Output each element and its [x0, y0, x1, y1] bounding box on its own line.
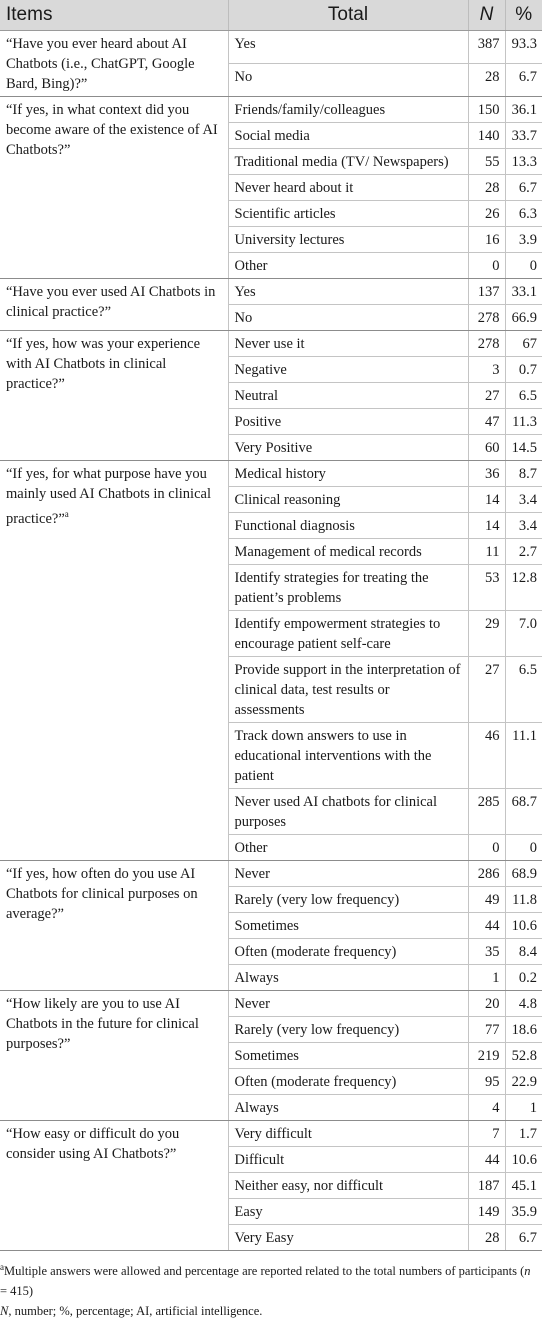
- question-cell: [0, 461, 228, 861]
- option-label: Never heard about it: [228, 175, 468, 201]
- percentage: 3.4: [505, 513, 542, 539]
- table-body: [0, 31, 542, 1251]
- percentage: 14.5: [505, 435, 542, 461]
- count-n: 3: [468, 357, 505, 383]
- count-n: 140: [468, 123, 505, 149]
- abbrev-rest: , number; %, percentage; AI, artificial intelligence.: [8, 1304, 263, 1319]
- count-n: 14: [468, 513, 505, 539]
- option-label: Often (moderate frequency): [228, 939, 468, 965]
- percentage: 1.7: [505, 1121, 542, 1147]
- count-n: 95: [468, 1069, 505, 1095]
- option-label: Scientific articles: [228, 201, 468, 227]
- question-cell: [0, 97, 228, 279]
- count-n: 55: [468, 149, 505, 175]
- option-label: Identify strategies for treating the patient’s problems: [228, 565, 468, 611]
- option-label: No: [228, 305, 468, 331]
- percentage: 0.7: [505, 357, 542, 383]
- percentage: 6.7: [505, 1225, 542, 1251]
- option-label: Yes: [228, 279, 468, 305]
- percentage: 66.9: [505, 305, 542, 331]
- option-label: Track down answers to use in educational interventions with the patient: [228, 723, 468, 789]
- count-n: 44: [468, 913, 505, 939]
- count-n: 219: [468, 1043, 505, 1069]
- count-n: 27: [468, 657, 505, 723]
- percentage: 8.4: [505, 939, 542, 965]
- percentage: 36.1: [505, 97, 542, 123]
- option-label: Very difficult: [228, 1121, 468, 1147]
- question-cell: [0, 331, 228, 461]
- count-n: 11: [468, 539, 505, 565]
- question-text: “If yes, how often do you use AI Chatbots for clinical purposes on average?”: [6, 866, 198, 922]
- count-n: 27: [468, 383, 505, 409]
- percentage: 22.9: [505, 1069, 542, 1095]
- percentage: 11.3: [505, 409, 542, 435]
- option-label: Very Easy: [228, 1225, 468, 1251]
- option-label: Positive: [228, 409, 468, 435]
- percentage: 8.7: [505, 461, 542, 487]
- table-row: [0, 279, 542, 305]
- count-n: 26: [468, 201, 505, 227]
- count-n: 1: [468, 965, 505, 991]
- option-label: Negative: [228, 357, 468, 383]
- header-items: Items: [0, 0, 228, 31]
- count-n: 286: [468, 861, 505, 887]
- table-row: [0, 97, 542, 123]
- count-n: 16: [468, 227, 505, 253]
- percentage: 0: [505, 835, 542, 861]
- percentage: 11.8: [505, 887, 542, 913]
- option-label: Traditional media (TV/ Newspapers): [228, 149, 468, 175]
- percentage: 68.9: [505, 861, 542, 887]
- option-label: Clinical reasoning: [228, 487, 468, 513]
- percentage: 1: [505, 1095, 542, 1121]
- option-label: Management of medical records: [228, 539, 468, 565]
- percentage: 33.7: [505, 123, 542, 149]
- count-n: 187: [468, 1173, 505, 1199]
- option-label: Neutral: [228, 383, 468, 409]
- question-cell: [0, 861, 228, 991]
- header-percent: %: [505, 0, 542, 31]
- percentage: 33.1: [505, 279, 542, 305]
- option-label: Sometimes: [228, 1043, 468, 1069]
- count-n: 20: [468, 991, 505, 1017]
- option-label: Always: [228, 965, 468, 991]
- option-label: Rarely (very low frequency): [228, 1017, 468, 1043]
- option-label: Never: [228, 861, 468, 887]
- option-label: Friends/family/colleagues: [228, 97, 468, 123]
- footnote-a-n: n: [524, 1264, 531, 1279]
- percentage: 35.9: [505, 1199, 542, 1225]
- count-n: 29: [468, 611, 505, 657]
- option-label: Other: [228, 253, 468, 279]
- option-label: Functional diagnosis: [228, 513, 468, 539]
- option-label: Medical history: [228, 461, 468, 487]
- percentage: 4.8: [505, 991, 542, 1017]
- count-n: 36: [468, 461, 505, 487]
- option-label: No: [228, 64, 468, 97]
- option-label: University lectures: [228, 227, 468, 253]
- count-n: 46: [468, 723, 505, 789]
- count-n: 77: [468, 1017, 505, 1043]
- percentage: 10.6: [505, 1147, 542, 1173]
- percentage: 12.8: [505, 565, 542, 611]
- question-text: “How easy or difficult do you consider using AI Chatbots?”: [6, 1126, 180, 1162]
- count-n: 35: [468, 939, 505, 965]
- percentage: 3.9: [505, 227, 542, 253]
- option-label: Rarely (very low frequency): [228, 887, 468, 913]
- option-label: Difficult: [228, 1147, 468, 1173]
- table-row: [0, 31, 542, 64]
- percentage: 6.3: [505, 201, 542, 227]
- question-text: “How likely are you to use AI Chatbots in the future for clinical purposes?”: [6, 996, 199, 1052]
- option-label: Never used AI chatbots for clinical purposes: [228, 789, 468, 835]
- option-label: Often (moderate frequency): [228, 1069, 468, 1095]
- count-n: 28: [468, 1225, 505, 1251]
- table-row: [0, 461, 542, 487]
- table-footnotes: [0, 1257, 542, 1321]
- percentage: 13.3: [505, 149, 542, 175]
- percentage: 7.0: [505, 611, 542, 657]
- question-cell: [0, 991, 228, 1121]
- percentage: 52.8: [505, 1043, 542, 1069]
- option-label: Always: [228, 1095, 468, 1121]
- count-n: 0: [468, 253, 505, 279]
- option-label: Yes: [228, 31, 468, 64]
- question-text: “If yes, how was your experience with AI Chatbots in clinical practice?”: [6, 336, 201, 392]
- percentage: 67: [505, 331, 542, 357]
- count-n: 44: [468, 1147, 505, 1173]
- count-n: 0: [468, 835, 505, 861]
- count-n: 28: [468, 175, 505, 201]
- table-row: [0, 331, 542, 357]
- count-n: 137: [468, 279, 505, 305]
- option-label: Social media: [228, 123, 468, 149]
- count-n: 14: [468, 487, 505, 513]
- percentage: 0.2: [505, 965, 542, 991]
- footnote-abbreviations: [0, 1301, 540, 1321]
- count-n: 278: [468, 331, 505, 357]
- option-label: Identify empowerment strategies to encourage patient self-care: [228, 611, 468, 657]
- percentage: 6.7: [505, 175, 542, 201]
- percentage: 11.1: [505, 723, 542, 789]
- question-text: “If yes, in what context did you become aware of the existence of AI Chatbots?”: [6, 102, 218, 158]
- option-label: Neither easy, nor difficult: [228, 1173, 468, 1199]
- table-header: [0, 0, 542, 31]
- count-n: 4: [468, 1095, 505, 1121]
- percentage: 3.4: [505, 487, 542, 513]
- table-row: [0, 991, 542, 1017]
- option-label: Easy: [228, 1199, 468, 1225]
- question-text: “If yes, for what purpose have you mainly used AI Chatbots in clinical practice?”: [6, 466, 211, 527]
- count-n: 285: [468, 789, 505, 835]
- count-n: 47: [468, 409, 505, 435]
- question-cell: [0, 31, 228, 97]
- option-label: Never use it: [228, 331, 468, 357]
- footnote-a-tail: = 415): [0, 1284, 34, 1299]
- percentage: 45.1: [505, 1173, 542, 1199]
- option-label: Other: [228, 835, 468, 861]
- count-n: 60: [468, 435, 505, 461]
- count-n: 28: [468, 64, 505, 97]
- footnote-marker: a: [0, 1262, 4, 1272]
- option-label: Sometimes: [228, 913, 468, 939]
- question-text: “Have you ever used AI Chatbots in clinical practice?”: [6, 284, 216, 320]
- percentage: 18.6: [505, 1017, 542, 1043]
- option-label: Never: [228, 991, 468, 1017]
- percentage: 68.7: [505, 789, 542, 835]
- header-total: Total: [228, 0, 468, 31]
- percentage: 6.5: [505, 383, 542, 409]
- header-n: N: [468, 0, 505, 31]
- table-row: [0, 1121, 542, 1147]
- question-cell: [0, 1121, 228, 1251]
- abbrev-n: N: [0, 1304, 9, 1319]
- percentage: 93.3: [505, 31, 542, 64]
- question-cell: [0, 279, 228, 331]
- count-n: 387: [468, 31, 505, 64]
- percentage: 2.7: [505, 539, 542, 565]
- count-n: 49: [468, 887, 505, 913]
- percentage: 6.7: [505, 64, 542, 97]
- question-text: “Have you ever heard about AI Chatbots (i.e., ChatGPT, Google Bard, Bing)?”: [6, 36, 195, 92]
- count-n: 149: [468, 1199, 505, 1225]
- count-n: 150: [468, 97, 505, 123]
- count-n: 53: [468, 565, 505, 611]
- table-row: [0, 861, 542, 887]
- percentage: 10.6: [505, 913, 542, 939]
- option-label: Very Positive: [228, 435, 468, 461]
- footnote-a-text: Multiple answers were allowed and percentage are reported related to the total numbers of participants (: [4, 1264, 525, 1279]
- option-label: Provide support in the interpretation of clinical data, test results or assessments: [228, 657, 468, 723]
- percentage: 0: [505, 253, 542, 279]
- count-n: 278: [468, 305, 505, 331]
- footnote-ref: a: [64, 509, 69, 519]
- percentage: 6.5: [505, 657, 542, 723]
- footnote-a: [0, 1257, 540, 1301]
- count-n: 7: [468, 1121, 505, 1147]
